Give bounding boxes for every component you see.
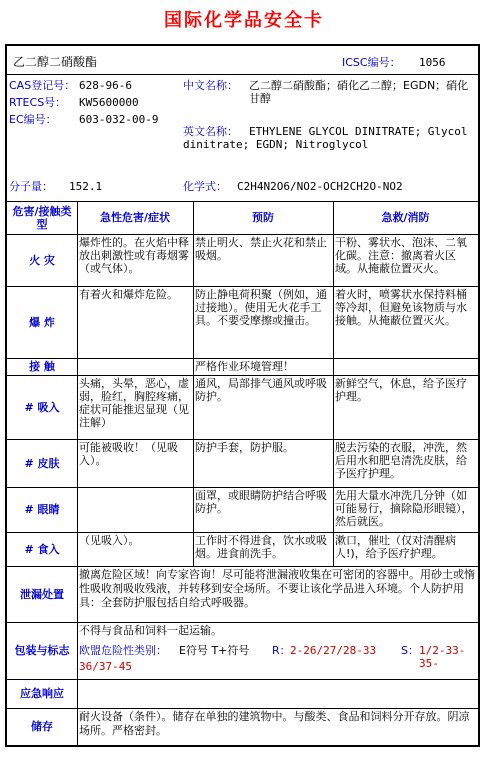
en-name-label: 英文名称：	[183, 125, 238, 138]
header-type: 危害/接触类型	[12, 204, 72, 231]
row-explosion-prevention: 防止静电荷积聚（例如，通过接地）。使用无火花手工具。不要受摩擦或撞击。	[195, 288, 327, 327]
divider	[7, 286, 478, 287]
formula-value: C2H4N2O6/NO2-OCH2CH2O-NO2	[237, 180, 403, 193]
divider	[7, 375, 478, 376]
packaging-r-label: R：	[272, 644, 291, 657]
row-ingestion-symptom: （见吸入）。	[79, 534, 140, 547]
row-explosion-first-aid: 着火时，喷雾状水保持料桶等冷却，但避免该物质与水接触。从掩蔽位置灭火。	[335, 288, 467, 327]
header-first-aid: 急救/消防	[381, 211, 430, 224]
divider	[7, 708, 478, 709]
icsc-label: ICSC编号：	[342, 56, 401, 69]
chemical-name: 乙二醇二硝酸酯	[13, 55, 98, 69]
row-fire-prevention: 禁止明火、禁止火花和禁止吸烟。	[195, 236, 327, 262]
divider	[333, 545, 334, 566]
divider	[7, 358, 478, 359]
packaging-s-value: 1/2-33-35-	[419, 644, 466, 670]
row-inhalation-type: # 吸入	[24, 400, 60, 414]
packaging-label: 包装与标志	[14, 644, 70, 657]
formula-label: 化学式：	[183, 180, 227, 193]
ec-value: 603-032-00-9	[79, 113, 159, 126]
rtecs-label: RTECS号：	[9, 96, 67, 109]
row-contact-type: 接 触	[29, 360, 55, 373]
divider	[7, 439, 478, 440]
divider	[7, 74, 478, 75]
en-name-value: ETHYLENE GLYCOL DINITRATE; Glycol dinitrate; EGDN; Nitroglycol	[183, 125, 468, 151]
mw-value: 152.1	[69, 180, 103, 193]
cn-name-label: 中文名称：	[183, 79, 238, 92]
divider	[7, 487, 478, 488]
icsc-value: 1056	[419, 56, 446, 69]
row-skin-prevention: 防护手套，防护服。	[195, 441, 294, 454]
row-skin-symptom: 可能被吸收！（见吸入）。	[79, 441, 178, 467]
row-fire-first-aid: 干粉、雾状水、泡沫、二氧化碳。注意：撤离着火区域。从掩蔽位置灭火。	[335, 236, 467, 275]
row-inhalation-prevention: 通风，局部排气通风或呼吸防护。	[195, 377, 327, 403]
cas-label: CAS登记号：	[9, 79, 76, 92]
row-skin-first-aid: 脱去污染的衣服，冲洗，然后用水和肥皂清洗皮肤，给予医疗护理。	[335, 441, 467, 480]
packaging-r-value: 2-26/27/28-33	[290, 644, 377, 657]
spill-text: 撤离危险区域！向专家咨询！尽可能将泄漏液收集在可密闭的容器中。用砂土或惰性吸收剂吸收残液，并转移到安全场所。不要让该化学品进入环境。个人防护用具：全套防护服包括自给式呼吸器。	[79, 568, 475, 609]
divider	[193, 545, 194, 566]
storage-label: 储存	[31, 720, 53, 733]
divider	[333, 201, 334, 545]
divider	[193, 201, 194, 545]
rtecs-value: KW5600000	[79, 96, 139, 109]
icsc-card	[5, 44, 480, 747]
packaging-line1: 不得与食品和饲料一起运输。	[79, 624, 222, 637]
divider	[7, 622, 478, 623]
mw-label: 分子量：	[9, 180, 53, 193]
cn-name-value: 乙二醇二硝酸酯；硝化乙二醇；EGDN；硝化甘醇	[249, 79, 469, 105]
page-title: 国际化学品安全卡	[164, 10, 324, 31]
row-ingestion-first-aid: 漱口，催吐（仅对清醒病人!)，给予医疗护理。	[335, 534, 456, 560]
packaging-s-value-cont: 36/37-45	[79, 660, 132, 673]
ec-label: EC编号：	[9, 113, 57, 126]
divider	[77, 201, 78, 545]
header-symptom: 急性危害/症状	[99, 211, 171, 224]
row-ingestion-prevention: 工作时不得进食，饮水或吸烟。进食前洗手。	[195, 534, 327, 560]
divider	[77, 545, 78, 566]
row-inhalation-first-aid: 新鲜空气，休息，给予医疗护理。	[335, 377, 467, 403]
row-skin-type: # 皮肤	[24, 456, 60, 470]
packaging-class-label: 欧盟危险性类别：	[79, 644, 167, 657]
cas-value: 628-96-6	[79, 79, 132, 92]
divider	[7, 234, 478, 235]
row-explosion-type: 爆 炸	[29, 315, 55, 329]
row-ingestion-type: # 食入	[24, 542, 60, 556]
row-eyes-type: # 眼睛	[24, 503, 60, 516]
row-inhalation-symptom: 头痛，头晕，恶心，虚弱，脸红，胸腔疼痛，症状可能推迟显现（见注解）	[79, 377, 189, 429]
row-fire-type: 火 灾	[29, 253, 55, 267]
header-prevention: 预防	[252, 211, 274, 224]
row-eyes-first-aid: 先用大量水冲洗几分钟（如可能易行，摘除隐形眼镜），然后就医。	[335, 489, 473, 528]
divider	[7, 679, 478, 680]
row-fire-symptom: 爆炸性的。在火焰中释放出刺激性或有毒烟雾（或气体）。	[79, 236, 189, 275]
divider	[77, 566, 78, 745]
packaging-s-label: S：	[401, 644, 419, 657]
packaging-class-value: E符号 T+符号	[179, 644, 250, 657]
row-eyes-prevention: 面罩，或眼睛防护结合呼吸防护。	[195, 489, 327, 515]
row-contact-prevention: 严格作业环境管理！	[195, 360, 294, 373]
spill-label: 泄漏处置	[20, 587, 64, 601]
emergency-label: 应急响应	[20, 687, 64, 700]
storage-text: 耐火设备（条件）。储存在单独的建筑物中。与酸类、食品和饲料分开存放。阴凉场所。严格密封。	[79, 710, 470, 737]
row-explosion-symptom: 有着火和爆炸危险。	[79, 288, 178, 301]
divider	[7, 532, 478, 533]
